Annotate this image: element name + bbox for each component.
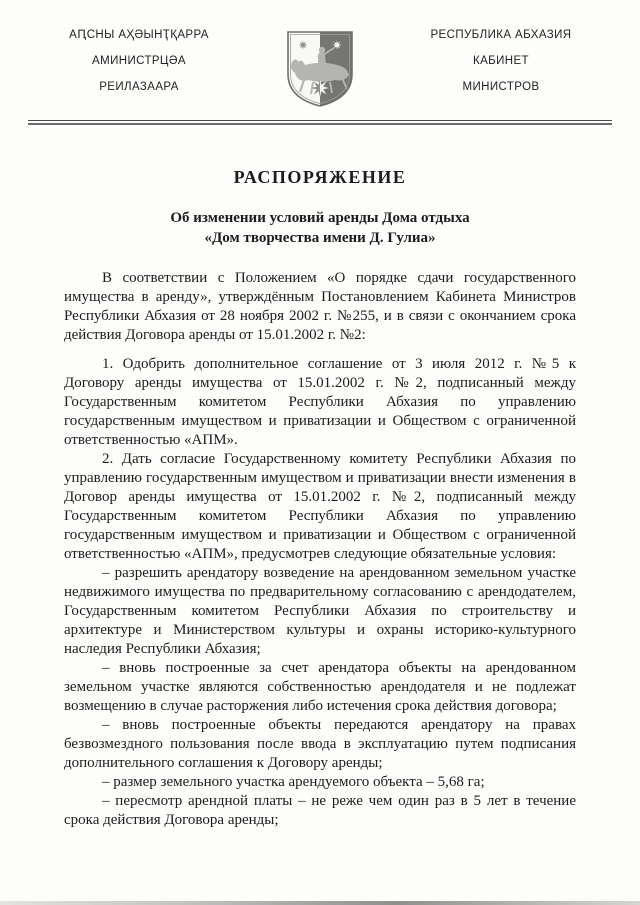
header-divider — [28, 120, 612, 125]
document-subtitle-line-2: «Дом творчества имени Д. Гулиа» — [204, 230, 436, 246]
document-subtitle-line-1: Об изменении условий аренды Дома отдыха — [170, 210, 470, 226]
scan-bottom-edge — [0, 901, 640, 905]
header-right-line-3: МИНИСТРОВ — [462, 81, 540, 93]
condition-paragraph-1: – разрешить арендатору возведение на арендованном земельном участке недвижимого имущества по предварительному согласованию с арендодателем, Государственным комитетом Республики Абхазия по строительству и архитектуре и Министерством культуры и охраны историко-культурного наследия Республики Абхазия; — [64, 565, 576, 657]
condition-paragraph-5: – пересмотр арендной платы – не реже чем один раз в 5 лет в течение срока действия Договора аренды; — [64, 793, 576, 828]
abkhazia-coat-of-arms-icon — [260, 29, 380, 109]
document-subtitle — [0, 208, 640, 248]
document-title: РАСПОРЯЖЕНИЕ — [233, 167, 407, 187]
header-left-line-1: АԤСНЫ АҲӘЫНҬҚАРРА — [69, 29, 209, 41]
header-right-line-2: КАБИНЕТ — [473, 55, 529, 67]
header-right-line-1: РЕСПУБЛИКА АБХАЗИЯ — [430, 29, 572, 41]
header-left-line-3: РЕИЛАЗААРА — [99, 81, 179, 93]
header-left-line-2: АМИНИСТРЦӘА — [92, 55, 186, 67]
letterhead — [0, 0, 640, 109]
header-abkhaz-text — [18, 28, 260, 106]
condition-paragraph-4: – размер земельного участка арендуемого объекта – 5,68 га; — [102, 774, 485, 790]
item-1-paragraph: 1. Одобрить дополнительное соглашение от 3 июля 2012 г. №5 к Договору аренды имущества от 15.01.2002 г. №2, подписанный между Государственным комитетом Республики Абхазия по управлению государственным имуществом и приватизации и Обществом с ограниченной ответственностью «АПМ». — [64, 356, 576, 448]
condition-paragraph-3: – вновь построенные объекты передаются арендатору на правах безвозмездного пользования после ввода в эксплуатацию путем подписания дополнительного соглашения к Договору аренды; — [64, 717, 576, 771]
condition-paragraph-2: – вновь построенные за счет арендатора объекты на арендованном земельном участке являются собственностью арендодателя и не подлежат возмещению в случае расторжения либо истечения срока действия договора; — [64, 660, 576, 714]
header-russian-text — [380, 28, 622, 106]
document-body — [64, 269, 576, 830]
item-2-paragraph: 2. Дать согласие Государственному комитету Республики Абхазия по управлению государственным имуществом и приватизации внести изменения в Договор аренды имущества от 15.01.2002 г. №2, подписанный между Государственным комитетом Республики Абхазия по управлению государственным имуществом и приватизации и Обществом с ограниченной ответственностью «АПМ», предусмотрев следующие обязательные условия: — [64, 451, 576, 562]
intro-paragraph: В соответствии с Положением «О порядке сдачи государственного имущества в аренду», утверждённым Постановлением Кабинета Министров Республики Абхазия от 28 ноября 2002 г. №255, и в связи с окончанием срока действия Договора аренды от 15.01.2002 г. №2: — [64, 270, 576, 343]
